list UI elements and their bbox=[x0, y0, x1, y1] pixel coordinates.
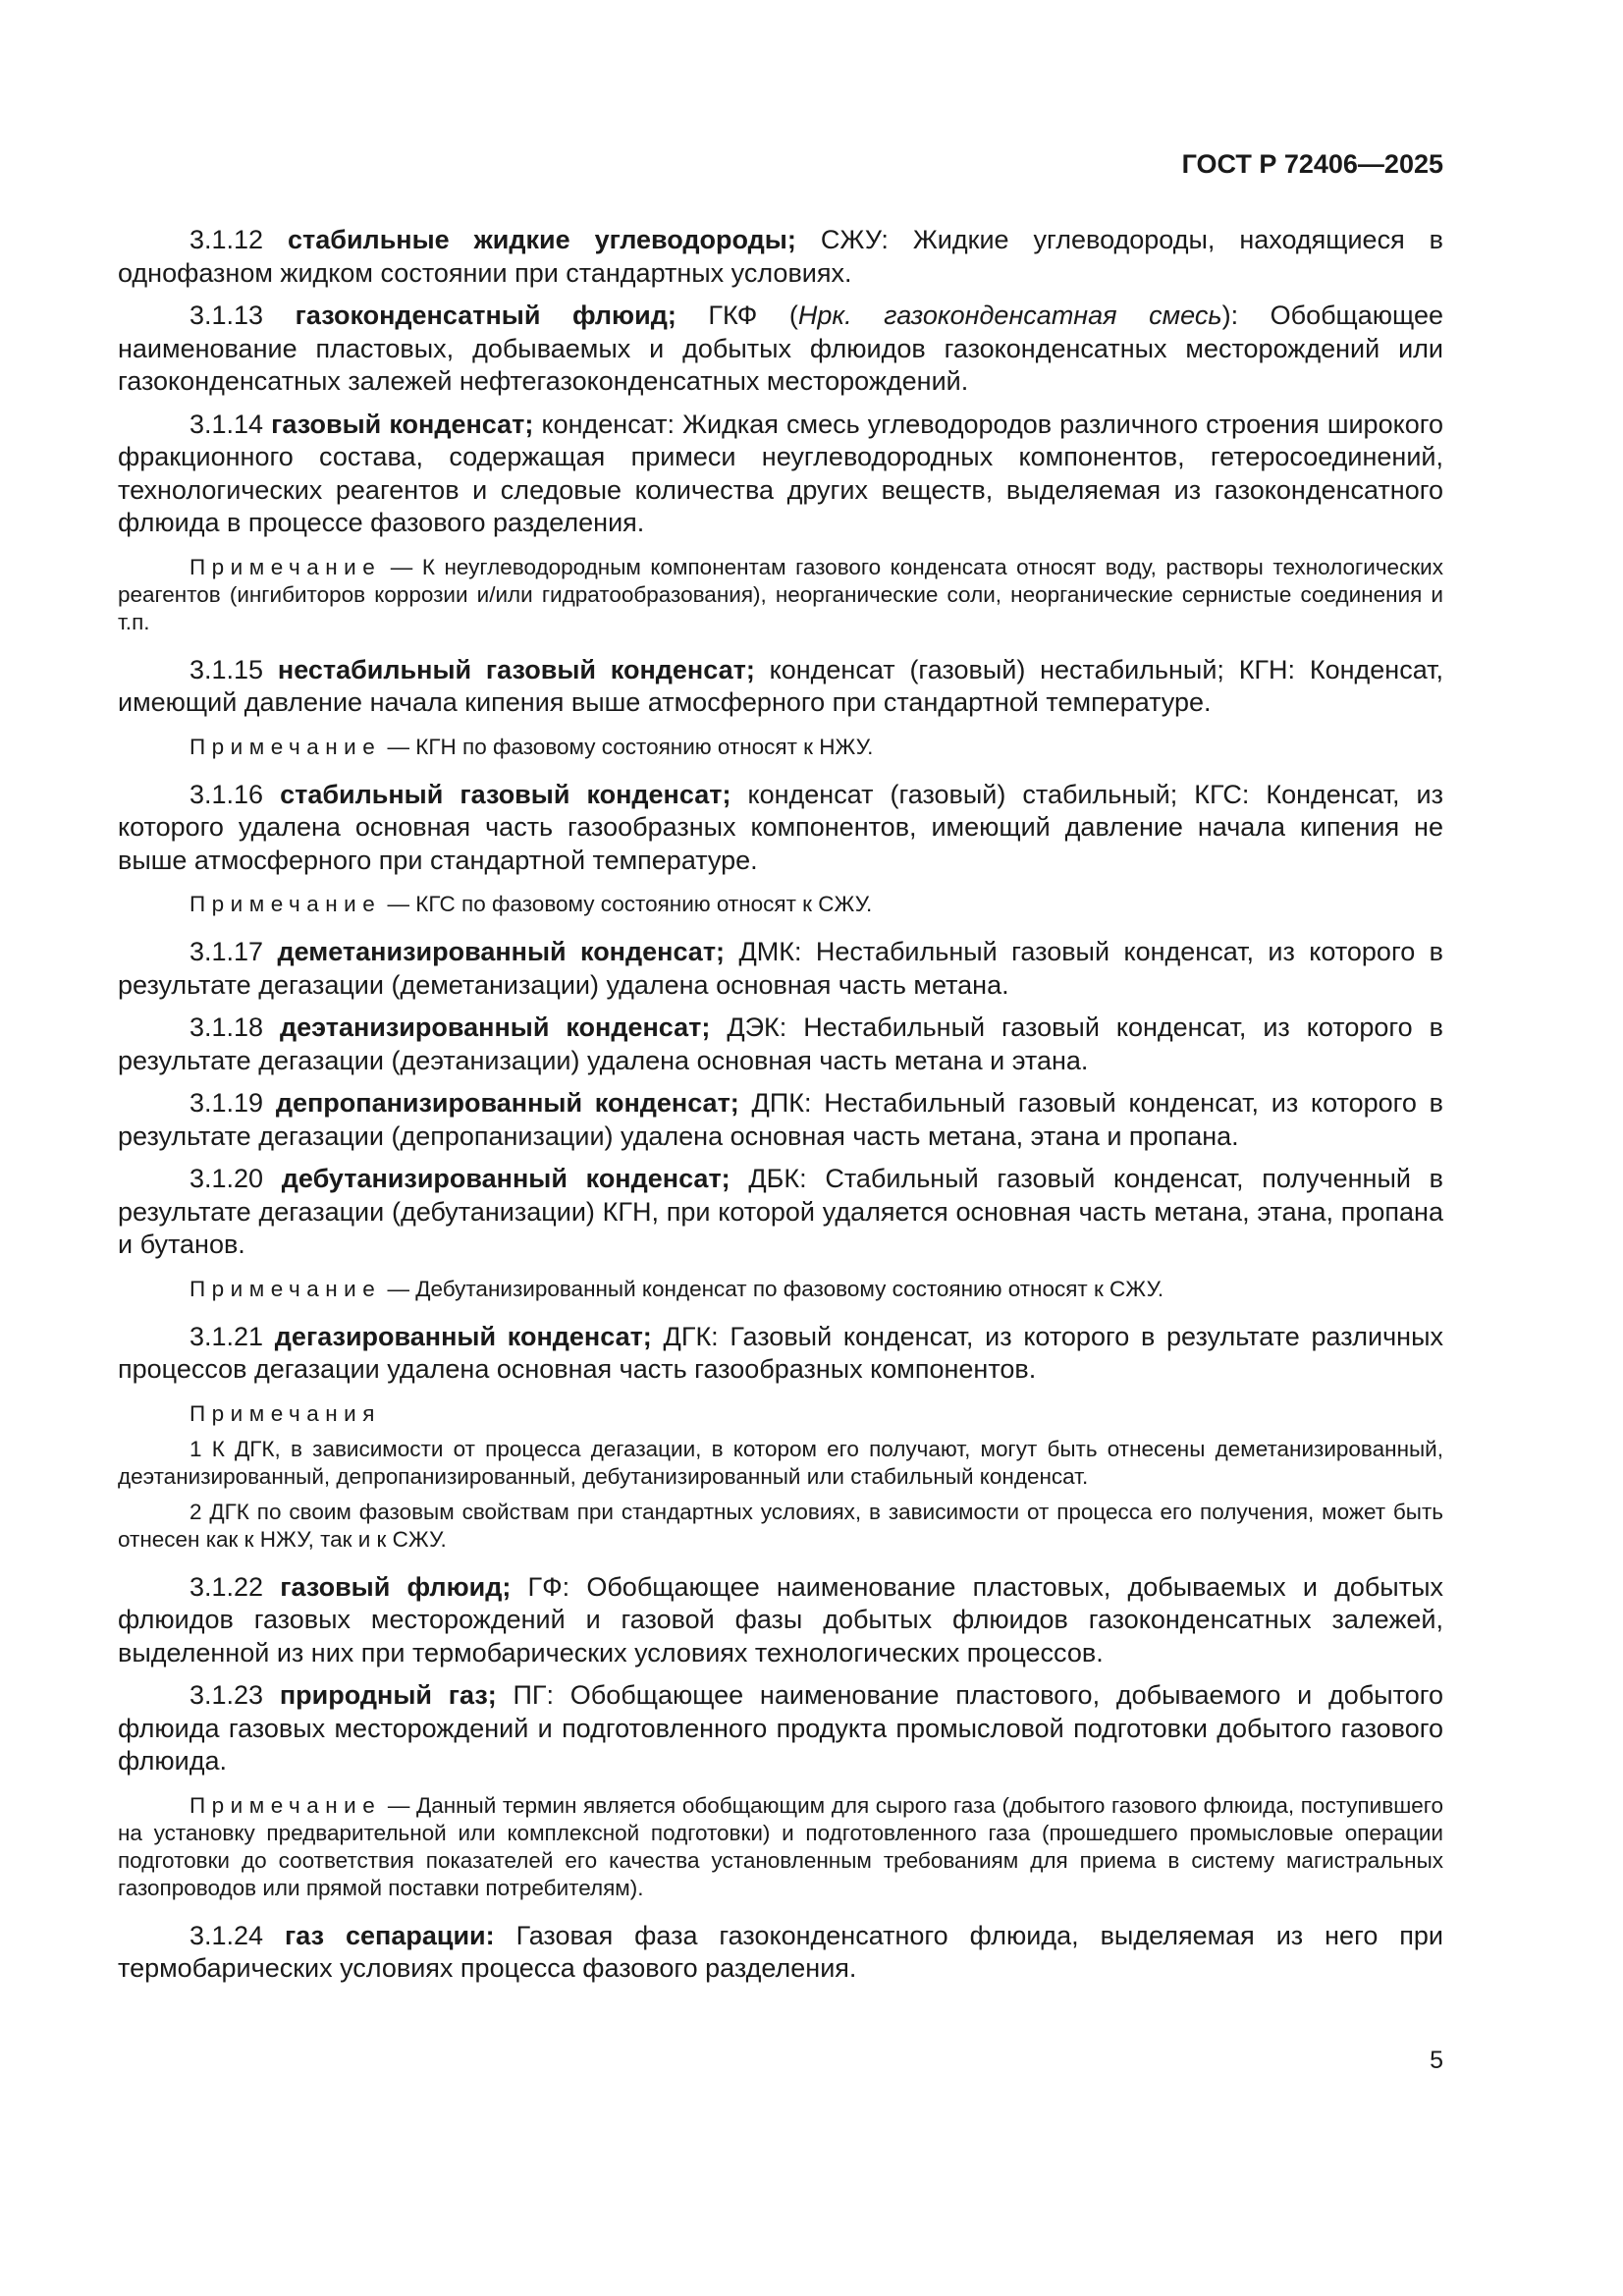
note-text: — КГН по фазовому состоянию относят к НЖУ. bbox=[381, 734, 874, 759]
term-number: 3.1.23 bbox=[189, 1680, 280, 1710]
term-3-1-13 bbox=[118, 300, 1443, 399]
document-header: ГОСТ Р 72406—2025 bbox=[1181, 149, 1443, 179]
term-number: 3.1.19 bbox=[189, 1088, 276, 1118]
note-3-1-16 bbox=[118, 891, 1443, 918]
non-recommended-term: Нрк. газоконденсатная смесь bbox=[797, 301, 1222, 330]
term-definition: СЖУ: Жидкие углеводороды, находящиеся в однофазном жидком состоянии при стандартных условиях. bbox=[118, 225, 1443, 288]
term-number: 3.1.13 bbox=[189, 301, 296, 330]
term-name: природный газ; bbox=[279, 1680, 497, 1710]
note-label: Примечание bbox=[189, 1792, 382, 1818]
term-number: 3.1.15 bbox=[189, 654, 278, 684]
term-3-1-24 bbox=[118, 1920, 1443, 1986]
note-label: Примечание bbox=[189, 554, 382, 579]
term-name: дебутанизированный конденсат; bbox=[281, 1164, 730, 1193]
term-3-1-16 bbox=[118, 779, 1443, 878]
note-3-1-14 bbox=[118, 554, 1443, 636]
term-3-1-18 bbox=[118, 1011, 1443, 1077]
note-3-1-23 bbox=[118, 1792, 1443, 1902]
term-number: 3.1.24 bbox=[189, 1920, 286, 1950]
term-number: 3.1.14 bbox=[189, 409, 272, 439]
note-text: — Дебутанизированный конденсат по фазовому состоянию относят к СЖУ. bbox=[381, 1276, 1164, 1301]
term-name: газовый флюид; bbox=[280, 1571, 512, 1602]
term-number: 3.1.22 bbox=[189, 1571, 281, 1602]
note-label: Примечание bbox=[189, 1276, 382, 1301]
note-text: — К неуглеводородным компонентам газового конденсата относят воду, растворы технологических реагентов (ингибиторов коррозии и/или гидратообразования), неорганические соли, неорганические сернистые соединения и т.п. bbox=[118, 554, 1443, 634]
term-definition: ): Обобщающее наименование пластовых, добываемых и добытых флюидов газоконденсатных месторождений или газоконденсатных залежей нефтегазоконденсатных месторождений. bbox=[118, 301, 1443, 396]
term-definition: конденсат (газовый) стабильный; КГС: Конденсат, из которого удалена основная часть газообразных компонентов, имеющий давление начала кипения не выше атмосферного при стандартной температуре. bbox=[118, 779, 1443, 875]
term-name: газ сепарации: bbox=[285, 1920, 495, 1950]
term-number: 3.1.18 bbox=[189, 1012, 281, 1042]
term-3-1-19 bbox=[118, 1087, 1443, 1153]
note-item-1: 1 К ДГК, в зависимости от процесса дегазации, в котором его получают, могут быть отнесены деметанизированный, деэтанизированный, депропанизированный, дебутанизированный или стабильный конденсат. bbox=[118, 1436, 1443, 1489]
term-3-1-17 bbox=[118, 936, 1443, 1002]
term-definition: ДМК: Нестабильный газовый конденсат, из которого в результате дегазации (деметанизации) удалена основная часть метана. bbox=[118, 937, 1443, 1000]
term-definition: ГФ: Обобщающее наименование пластовых, добываемых и добытых флюидов газовых месторождений и газовой фазы добытых флюидов газоконденсатных залежей, выделенной из них при термобарических условиях технологических процессов. bbox=[118, 1571, 1443, 1667]
term-definition: ГКФ ( bbox=[676, 301, 798, 330]
term-name: газоконденсатный флюид; bbox=[295, 301, 676, 330]
term-definition: ДЭК: Нестабильный газовый конденсат, из которого в результате дегазации (деэтанизации) удалена основная часть метана и этана. bbox=[118, 1012, 1443, 1075]
term-number: 3.1.16 bbox=[189, 779, 281, 809]
term-3-1-21 bbox=[118, 1321, 1443, 1387]
term-name: стабильные жидкие углеводороды; bbox=[288, 225, 796, 254]
term-3-1-20 bbox=[118, 1163, 1443, 1262]
term-name: депропанизированный конденсат; bbox=[275, 1088, 739, 1118]
term-name: нестабильный газовый конденсат; bbox=[277, 654, 755, 684]
term-definition: ПГ: Обобщающее наименование пластового, добываемого и добытого флюида газовых месторождений и подготовленного продукта промысловой подготовки добытого газового флюида. bbox=[118, 1680, 1443, 1776]
note-text: — Данный термин является обобщающим для сырого газа (добытого газового флюида, поступившего на установку предварительной или комплексной подготовки) и подготовленного газа (прошедшего промысловые операции подготовки до соответствия показателей его качества установленным требованиям для приема в систему магистральных газопроводов или прямой поставки потребителям). bbox=[118, 1792, 1443, 1900]
term-definition: ДБК: Стабильный газовый конденсат, полученный в результате дегазации (дебутанизации) КГН, при которой удаляется основная часть метана, этана, пропана и бутанов. bbox=[118, 1164, 1443, 1259]
term-name: деметанизированный конденсат; bbox=[277, 937, 726, 966]
note-3-1-20 bbox=[118, 1276, 1443, 1303]
term-number: 3.1.17 bbox=[189, 937, 278, 966]
note-item-2: 2 ДГК по своим фазовым свойствам при стандартных условиях, в зависимости от процесса его получения, может быть отнесен как к НЖУ, так и к СЖУ. bbox=[118, 1499, 1443, 1552]
note-label: Примечание bbox=[189, 892, 382, 916]
term-number: 3.1.21 bbox=[189, 1321, 275, 1351]
term-definition: Газовая фаза газоконденсатного флюида, выделяемая из него при термобарических условиях процесса фазового разделения. bbox=[118, 1920, 1444, 1983]
note-text: — КГС по фазовому состоянию относят к СЖУ. bbox=[381, 892, 873, 916]
term-3-1-15 bbox=[118, 654, 1443, 720]
term-3-1-23 bbox=[118, 1679, 1443, 1778]
term-definition: конденсат (газовый) нестабильный; КГН: Конденсат, имеющий давление начала кипения выше атмосферного при стандартной температуре. bbox=[118, 654, 1443, 717]
note-label: Примечание bbox=[189, 734, 382, 759]
term-number: 3.1.12 bbox=[189, 225, 289, 254]
term-3-1-12 bbox=[118, 224, 1443, 290]
term-3-1-22 bbox=[118, 1571, 1443, 1670]
term-definition: ДПК: Нестабильный газовый конденсат, из которого в результате дегазации (депропанизации) удалена основная часть метана, этана и пропана. bbox=[118, 1088, 1443, 1151]
term-name: деэтанизированный конденсат; bbox=[280, 1012, 711, 1042]
notes-heading: Примечания bbox=[189, 1400, 381, 1426]
term-definition: конденсат: Жидкая смесь углеводородов различного строения широкого фракционного состава, содержащая примеси неуглеводородных компонентов, гетеросоединений, технологических реагентов и следовые количества других веществ, выделяемая из газоконденсатного флюида в процессе фазового разделения. bbox=[118, 409, 1443, 537]
document-body bbox=[118, 224, 1443, 1995]
term-number: 3.1.20 bbox=[189, 1164, 282, 1193]
term-name: стабильный газовый конденсат; bbox=[280, 779, 731, 809]
term-name: газовый конденсат; bbox=[271, 409, 534, 439]
term-3-1-14 bbox=[118, 409, 1443, 540]
term-definition: ДГК: Газовый конденсат, из которого в результате различных процессов дегазации удалена основная часть газообразных компонентов. bbox=[118, 1321, 1443, 1384]
note-3-1-15 bbox=[118, 734, 1443, 761]
term-name: дегазированный конденсат; bbox=[274, 1321, 652, 1351]
page-number: 5 bbox=[1430, 2047, 1443, 2074]
